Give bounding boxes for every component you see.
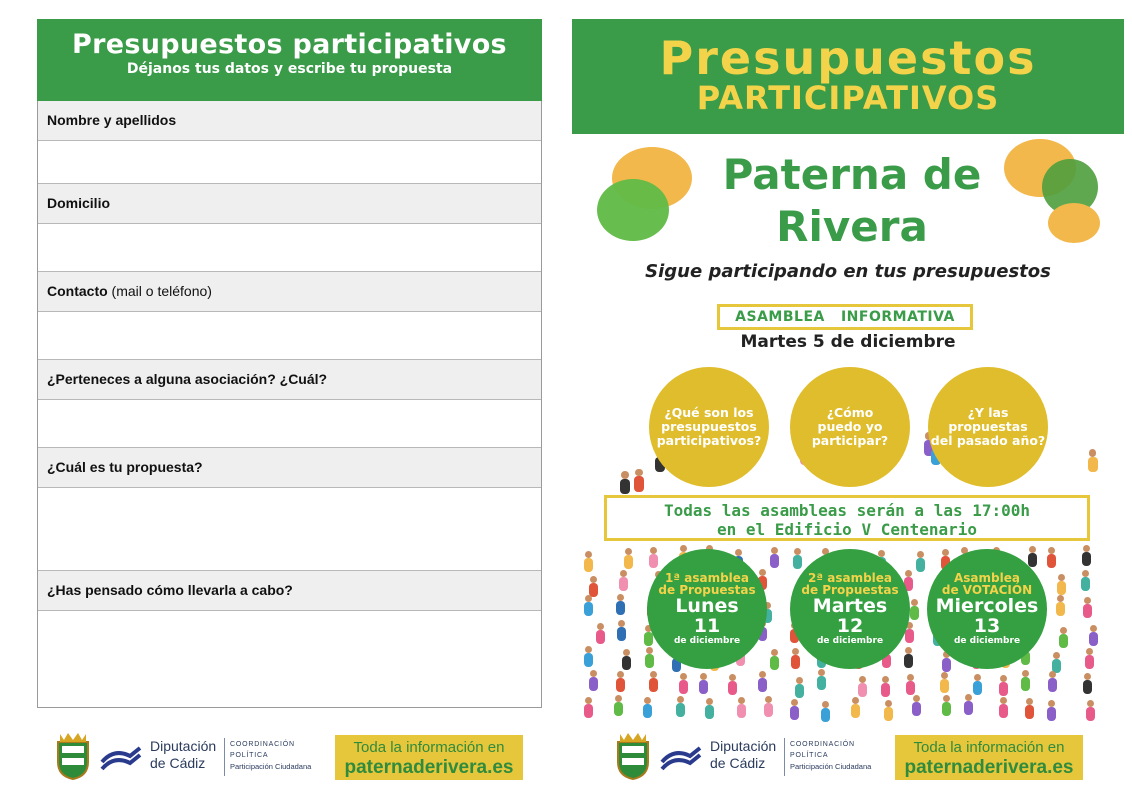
person-icon [940, 679, 949, 693]
person-icon [705, 705, 714, 719]
person-icon [822, 701, 829, 708]
person-icon [650, 671, 657, 678]
person-icon [792, 648, 799, 655]
person-icon [906, 681, 915, 695]
field-label: ¿Has pensado cómo llevarla a cabo? [38, 571, 541, 611]
field-input-box[interactable] [38, 141, 541, 184]
person-icon [1048, 700, 1055, 707]
person-icon [770, 554, 779, 568]
person-icon [1083, 604, 1092, 618]
person-icon [905, 647, 912, 654]
proposal-form [37, 101, 542, 708]
person-icon [973, 681, 982, 695]
person-icon [585, 646, 592, 653]
poster-tagline: Sigue participando en tus presupuestos [645, 261, 1051, 282]
town-name: Paterna de Rivera [722, 150, 982, 251]
person-icon [625, 548, 632, 555]
footer-divider [784, 738, 785, 776]
diputacion-name: Diputación de Cádiz [150, 738, 217, 771]
person-icon [699, 680, 708, 694]
coordinacion-label: COORDINACIÓN POLÍTICA Participación Ciudadana [790, 741, 872, 771]
person-icon [791, 655, 800, 669]
person-icon [1085, 655, 1094, 669]
person-icon [645, 654, 654, 668]
field-label: Nombre y apellidos [38, 101, 541, 141]
person-icon [620, 570, 627, 577]
person-icon [942, 549, 949, 556]
diputacion-logo-icon [660, 742, 704, 772]
person-icon [618, 620, 625, 627]
person-icon [912, 702, 921, 716]
question-circle: ¿Y las propuestas del pasado año? [928, 367, 1048, 487]
person-icon [859, 676, 866, 683]
person-icon [589, 677, 598, 691]
person-icon [584, 653, 593, 667]
person-icon [729, 674, 736, 681]
person-icon [649, 554, 658, 568]
person-icon [882, 676, 889, 683]
person-icon [759, 569, 766, 576]
person-icon [791, 699, 798, 706]
poster-header [572, 19, 1124, 134]
person-icon [1057, 581, 1066, 595]
person-icon [796, 677, 803, 684]
person-icon [1022, 670, 1029, 677]
person-icon [635, 469, 643, 477]
person-icon [941, 672, 948, 679]
field-label: ¿Perteneces a alguna asociación? ¿Cuál? [38, 360, 541, 400]
field-input-box[interactable] [38, 488, 541, 571]
person-icon [623, 649, 630, 656]
person-icon [881, 683, 890, 697]
person-icon [885, 700, 892, 707]
field-label: Contacto (mail o teléfono) [38, 272, 541, 312]
person-icon [617, 671, 624, 678]
left-footer [54, 732, 524, 782]
person-icon [942, 658, 951, 672]
person-icon [584, 558, 593, 572]
person-icon [905, 629, 914, 643]
diputacion-name: Diputación de Cádiz [710, 738, 777, 771]
person-icon [1000, 697, 1007, 704]
field-input-box[interactable] [38, 312, 541, 360]
person-icon [1082, 552, 1091, 566]
field-input-box[interactable] [38, 224, 541, 272]
diputacion-logo-icon [100, 742, 144, 772]
person-icon [1083, 545, 1090, 552]
person-icon [590, 576, 597, 583]
person-icon [1029, 546, 1036, 553]
person-icon [585, 697, 592, 704]
person-icon [759, 671, 766, 678]
coordinacion-label: COORDINACIÓN POLÍTICA Participación Ciudadana [230, 741, 312, 771]
person-icon [1049, 671, 1056, 678]
person-icon [910, 606, 919, 620]
person-icon [1086, 648, 1093, 655]
person-icon [1081, 577, 1090, 591]
speech-bubble-icon [597, 179, 669, 241]
speech-bubble-icon [1048, 203, 1100, 243]
person-icon [1025, 705, 1034, 719]
form-page [37, 19, 542, 708]
assemblies-schedule: Todas las asambleas serán a las 17:00h en el Edificio V Centenario [604, 495, 1090, 541]
person-icon [858, 683, 867, 697]
person-icon [1057, 595, 1064, 602]
person-icon [614, 702, 623, 716]
person-icon [917, 551, 924, 558]
person-icon [1084, 597, 1091, 604]
person-icon [644, 697, 651, 704]
person-icon [616, 678, 625, 692]
person-icon [649, 678, 658, 692]
person-icon [1083, 680, 1092, 694]
person-icon [904, 654, 913, 668]
person-icon [1088, 457, 1098, 472]
form-subtitle: Déjanos tus datos y escribe tu propuesta [126, 61, 453, 77]
person-icon [965, 694, 972, 701]
person-icon [817, 676, 826, 690]
person-icon [942, 702, 951, 716]
person-icon [728, 681, 737, 695]
person-icon [619, 577, 628, 591]
person-icon [1087, 700, 1094, 707]
person-icon [617, 594, 624, 601]
session-circle: 1ª asamblea de Propuestas Lunes 11 de diciembre [647, 549, 767, 669]
info-banner: Toda la información en paternaderivera.es [895, 735, 1083, 780]
person-icon [677, 696, 684, 703]
person-icon [621, 471, 629, 479]
person-icon [1059, 634, 1068, 648]
session-circle: 2ª asamblea de Propuestas Martes 12 de diciembre [790, 549, 910, 669]
person-icon [793, 555, 802, 569]
person-icon [680, 545, 687, 552]
person-icon [616, 601, 625, 615]
person-icon [650, 547, 657, 554]
person-icon [622, 656, 631, 670]
person-icon [1026, 698, 1033, 705]
poster-title-line2: PARTICIPATIVOS [696, 79, 1000, 117]
person-icon [794, 548, 801, 555]
person-icon [584, 602, 593, 616]
assembly-date: Martes 5 de diciembre [740, 332, 956, 352]
form-header [37, 19, 542, 101]
person-icon [617, 627, 626, 641]
person-icon [585, 551, 592, 558]
field-input-box[interactable] [38, 400, 541, 448]
field-label: ¿Cuál es tu propuesta? [38, 448, 541, 488]
info-banner: Toda la información en paternaderivera.es [335, 735, 523, 780]
session-circle: Asamblea de VOTACIÓN Miercoles 13 de diciembre [927, 549, 1047, 669]
person-icon [765, 696, 772, 703]
person-icon [852, 697, 859, 704]
person-icon [585, 595, 592, 602]
question-circle: ¿Cómo puedo yo participar? [790, 367, 910, 487]
person-icon [596, 630, 605, 644]
person-icon [1021, 677, 1030, 691]
town-crest-icon [54, 732, 92, 780]
person-icon [676, 703, 685, 717]
person-icon [584, 704, 593, 718]
person-icon [1028, 553, 1037, 567]
person-icon [620, 479, 630, 494]
person-icon [818, 669, 825, 676]
town-crest-icon [614, 732, 652, 780]
person-icon [1089, 449, 1097, 457]
person-icon [1084, 673, 1091, 680]
person-icon [974, 674, 981, 681]
person-icon [905, 570, 912, 577]
person-icon [706, 698, 713, 705]
person-icon [700, 673, 707, 680]
person-icon [884, 707, 893, 721]
person-icon [764, 703, 773, 717]
person-icon [771, 547, 778, 554]
person-icon [634, 476, 644, 491]
person-icon [643, 704, 652, 718]
person-icon [851, 704, 860, 718]
person-icon [1048, 547, 1055, 554]
person-icon [1053, 652, 1060, 659]
assembly-label: ASAMBLEA INFORMATIVA [717, 304, 973, 330]
person-icon [916, 558, 925, 572]
person-icon [624, 555, 633, 569]
question-circle: ¿Qué son los presupuestos participativos? [649, 367, 769, 487]
person-icon [964, 701, 973, 715]
person-icon [1048, 678, 1057, 692]
person-icon [1090, 625, 1097, 632]
person-icon [1000, 675, 1007, 682]
footer-divider [224, 738, 225, 776]
person-icon [1056, 602, 1065, 616]
person-icon [771, 649, 778, 656]
right-footer [614, 732, 1084, 782]
person-icon [1082, 570, 1089, 577]
poster [572, 19, 1124, 732]
person-icon [1089, 632, 1098, 646]
person-icon [821, 708, 830, 722]
person-icon [1047, 554, 1056, 568]
form-title: Presupuestos participativos [72, 29, 507, 60]
person-icon [590, 670, 597, 677]
person-icon [770, 656, 779, 670]
person-icon [943, 695, 950, 702]
person-icon [795, 684, 804, 698]
person-icon [1060, 627, 1067, 634]
person-icon [911, 599, 918, 606]
person-icon [999, 704, 1008, 718]
person-icon [679, 680, 688, 694]
person-icon [758, 678, 767, 692]
person-icon [999, 682, 1008, 696]
person-icon [1058, 574, 1065, 581]
person-icon [913, 695, 920, 702]
person-icon [907, 674, 914, 681]
field-label: Domicilio [38, 184, 541, 224]
poster-title-line1: Presupuestos [659, 31, 1037, 85]
person-icon [646, 647, 653, 654]
person-icon [790, 706, 799, 720]
person-icon [737, 704, 746, 718]
person-icon [615, 695, 622, 702]
field-input-box[interactable] [38, 611, 541, 707]
person-icon [738, 697, 745, 704]
person-icon [597, 623, 604, 630]
person-icon [1047, 707, 1056, 721]
person-icon [1086, 707, 1095, 721]
person-icon [680, 673, 687, 680]
